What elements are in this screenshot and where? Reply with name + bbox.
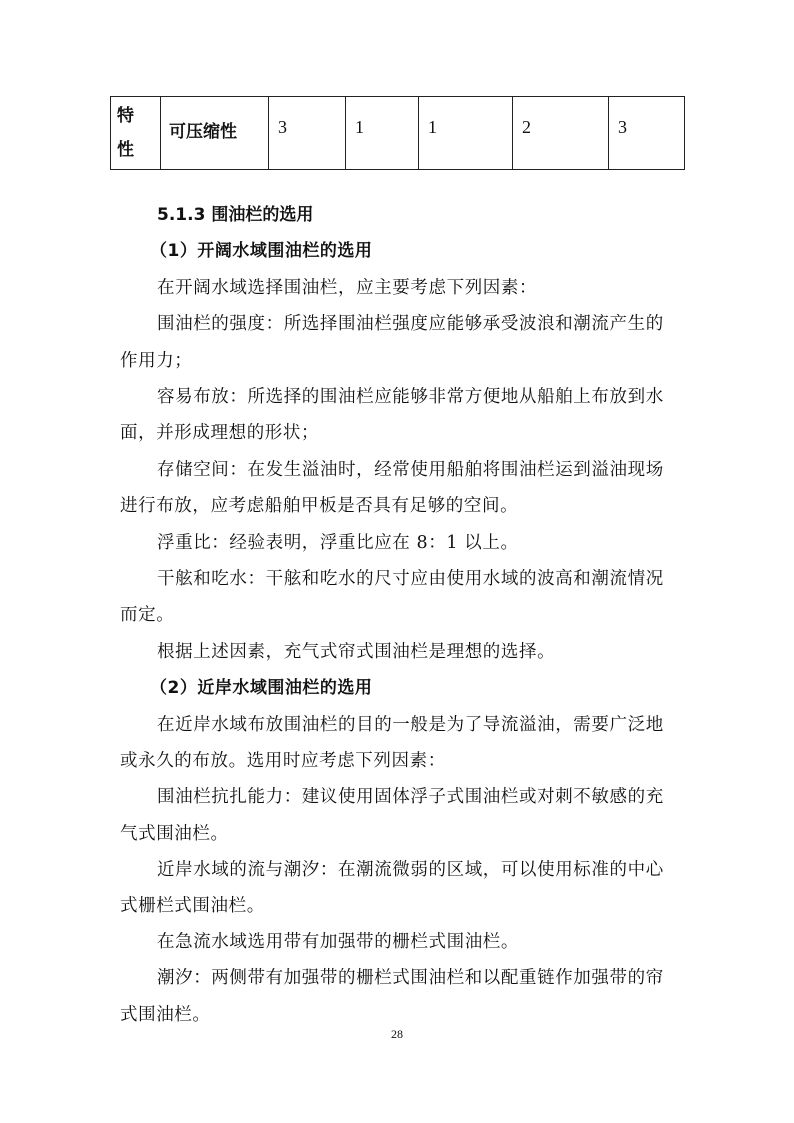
paragraph-line: 在近岸水域布放围油栏的目的一般是为了导流溢油，需要广泛地: [157, 715, 664, 735]
paragraph-line: 容易布放：所选择的围油栏应能够非常方便地从船舶上布放到水: [157, 387, 664, 407]
paragraph-line: 或永久的布放。选用时应考虑下列因素：: [120, 751, 446, 771]
paragraph-line: 式围油栏。: [120, 1005, 211, 1025]
paragraph-line: 围油栏的强度：所选择围油栏强度应能够承受波浪和潮流产生的: [157, 314, 664, 334]
paragraph-line: 气式围油栏。: [120, 824, 229, 844]
paragraph-line: 近岸水域的流与潮汐：在潮流微弱的区域，可以使用标准的中心: [157, 860, 664, 880]
paragraph-line: 在开阔水域选择围油栏，应主要考虑下列因素：: [157, 278, 538, 298]
subsection-heading-2: （2）近岸水域围油栏的选用: [150, 678, 373, 698]
paragraph-line: 围油栏抗扎能力：建议使用固体浮子式围油栏或对刺不敏感的充: [157, 787, 664, 807]
value-cell: 2: [513, 97, 609, 170]
value-cell: 3: [609, 97, 685, 170]
paragraph-line: 根据上述因素，充气式帘式围油栏是理想的选择。: [157, 642, 556, 662]
category-char: 性: [117, 140, 134, 160]
paragraph-line: 干舷和吃水：干舷和吃水的尺寸应由使用水域的波高和潮流情况: [157, 569, 664, 589]
section-heading: 5.1.3 围油栏的选用: [157, 205, 314, 225]
paragraph-line: 浮重比：经验表明，浮重比应在 8：1 以上。: [157, 533, 519, 553]
properties-table-fragment: [110, 96, 685, 170]
paragraph-line: 作用力；: [120, 351, 193, 371]
value-cell: 1: [346, 97, 419, 170]
paragraph-line: 式栅栏式围油栏。: [120, 896, 265, 916]
attribute-cell: 可压缩性: [161, 97, 269, 170]
subsection-heading-1: （1）开阔水域围油栏的选用: [150, 241, 373, 261]
paragraph-line: 进行布放，应考虑船舶甲板是否具有足够的空间。: [120, 496, 519, 516]
paragraph-line: 而定。: [120, 605, 175, 625]
paragraph-line: 潮汐：两侧带有加强带的栅栏式围油栏和以配重链作加强带的帘: [157, 968, 664, 988]
value-cell: 3: [269, 97, 346, 170]
category-cell: [111, 97, 161, 170]
paragraph-line: 在急流水域选用带有加强带的栅栏式围油栏。: [157, 932, 519, 952]
table-row: [111, 97, 685, 170]
paragraph-line: 存储空间：在发生溢油时，经常使用船舶将围油栏运到溢油现场: [157, 460, 664, 480]
paragraph-line: 面，并形成理想的形状；: [120, 423, 320, 443]
value-cell: 1: [419, 97, 513, 170]
page-number: 28: [391, 1027, 403, 1041]
category-char: 特: [117, 106, 134, 126]
